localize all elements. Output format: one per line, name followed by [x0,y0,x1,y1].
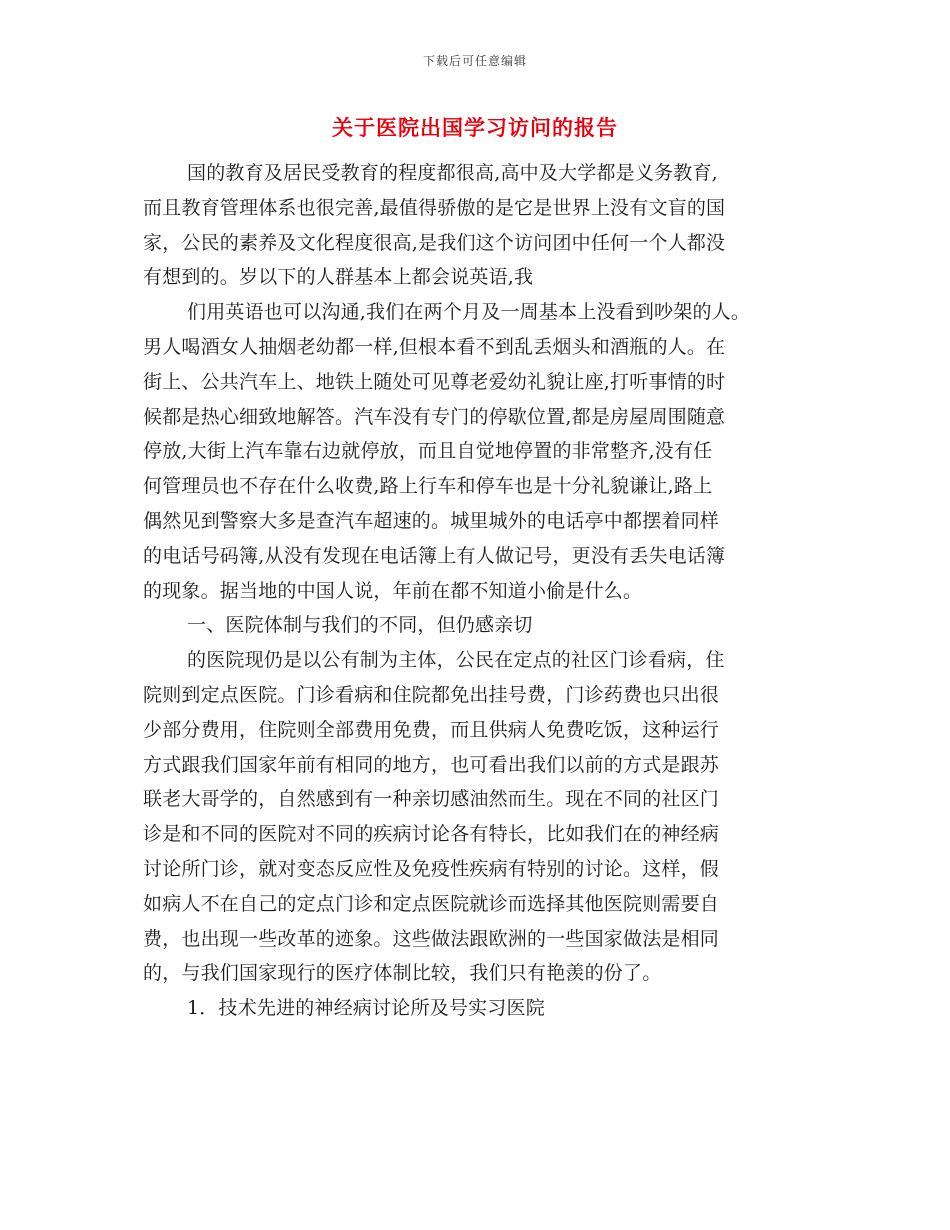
document-title: 关于医院出国学习访问的报告 [332,115,618,140]
body-line: 国的教育及居民受教育的程度都很高,高中及大学都是义务教育, [187,162,718,184]
body-line: 而且教育管理体系也很完善,最值得骄傲的是它是世界上没有文盲的国 [143,196,726,219]
body-line: 的电话号码簿,从没有发现在电话簿上有人做记号，更没有丢失电话簿 [143,544,726,567]
body-line: 的现象。据当地的中国人说，年前在都不知道小偷是什么。 [143,579,643,602]
body-line: 候都是热心细致地解答。汽车没有专门的停歇位置,都是房屋周围随意 [143,405,726,428]
body-line: 偶然见到警察大多是查汽车超速的。城里城外的电话亭中都摆着同样 [143,509,720,532]
body-line: 如病人不在自己的定点门诊和定点医院就诊而选择其他医院则需要自 [143,892,720,915]
body-line: 家，公民的素养及文化程度很高,是我们这个访问团中任何一个人都没 [143,231,726,254]
section-heading: 一、医院体制与我们的不同，但仍感亲切 [187,614,533,637]
body-line: 们用英语也可以沟通,我们在两个月及一周基本上没看到吵架的人。 [187,301,751,324]
body-line: 诊是和不同的医院对不同的疾病讨论各有特长，比如我们在的神经病 [143,823,720,846]
page-header: 下载后可任意编辑 [422,54,527,68]
document-body [143,156,811,1026]
body-line: 何管理员也不存在什么收费,路上行车和停车也是十分礼貌谦让,路上 [143,475,713,498]
body-line: 费，也出现一些改革的迹象。这些做法跟欧洲的一些国家做法是相同 [143,927,720,950]
subsection-heading: 1．技术先进的神经病讨论所及号实习医院 [187,997,545,1020]
body-line: 讨论所门诊，就对变态反应性及免疫性疾病有特别的讨论。这样，假 [143,857,720,880]
body-line: 有想到的。岁以下的人群基本上都会说英语,我 [143,266,534,289]
body-line: 男人喝酒女人抽烟老幼都一样,但根本看不到乱丢烟头和酒瓶的人。在 [143,335,726,358]
body-line: 街上、公共汽车上、地铁上随处可见尊老爱幼礼貌让座,打听事情的时 [143,370,726,393]
body-line: 院则到定点医院。门诊看病和住院都免出挂号费，门诊药费也只出很 [143,683,720,706]
body-line: 联老大哥学的，自然感到有一种亲切感油然而生。现在不同的社区门 [143,788,720,811]
body-line: 方式跟我们国家年前有相同的地方，也可看出我们以前的方式是跟苏 [143,753,720,776]
body-line: 少部分费用，住院则全部费用免费，而且供病人免费吃饭，这种运行 [143,718,720,741]
body-line: 停放,大街上汽车靠右边就停放，而且自觉地停置的非常整齐,没有任 [143,440,713,463]
body-line: 的医院现仍是以公有制为主体，公民在定点的社区门诊看病，住 [187,649,725,672]
body-line: 的，与我们国家现行的医疗体制比较，我们只有艳羡的份了。 [143,962,662,985]
